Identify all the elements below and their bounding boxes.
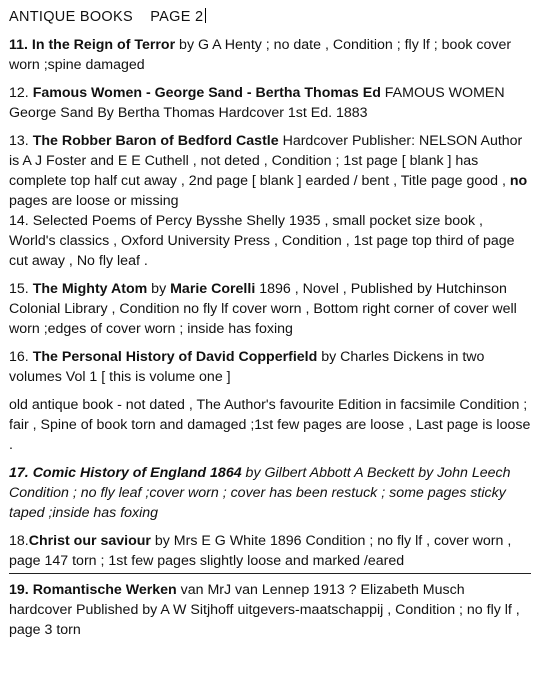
entry-number: 16. (9, 349, 29, 365)
entry-number: 15. (9, 281, 29, 297)
page-number: PAGE 2 (150, 9, 204, 25)
entry-19 (9, 580, 531, 640)
entry-details: by Mrs E G White 1896 Condition ; no fly lf , cover worn , page 147 torn ; 1st few pages slightly loose and marked /eared (9, 533, 512, 569)
entry-details: by G A Henty ; no date , Condition ; fly lf ; book cover worn ;spine damaged (9, 37, 512, 73)
book-title: Comic History of England 1864 (32, 465, 242, 481)
entry-number: 14. (9, 213, 29, 229)
emphasis: no (509, 173, 528, 189)
book-title: Romantische Werken (32, 582, 177, 598)
book-title: Famous Women - George Sand - Bertha Thomas Ed (32, 85, 381, 101)
text-cursor (205, 8, 206, 23)
entry-16-description: old antique book - not dated , The Author's favourite Edition in facsimile Condition ; fair , Spine of book torn and damaged ;1st few pages are loose , Last page is loose . (9, 397, 531, 453)
page-header (9, 8, 531, 25)
connector-text: by (147, 281, 171, 297)
entry-17 (9, 463, 531, 523)
entry-13 (9, 131, 531, 211)
book-title: Christ our saviour (28, 533, 151, 549)
entry-18 (9, 531, 531, 571)
entry-16 (9, 347, 531, 387)
book-title: The Mighty Atom (32, 281, 148, 297)
entry-12 (9, 83, 531, 123)
entry-number: 18. (9, 533, 29, 549)
entry-details: 1896 , Novel , Published by Hutchinson Colonial Library , Condition no fly lf cover worn , Bottom right corner of cover well worn ;edges of cover worn ; inside has foxing (9, 281, 517, 337)
entry-number: 19. (9, 582, 29, 598)
book-title: The Personal History of David Copperfield (32, 349, 318, 365)
entry-details: by Charles Dickens in two volumes Vol 1 [ this is volume one ] (9, 349, 485, 385)
entry-details-end: pages are loose or missing (9, 193, 179, 209)
entry-details: Selected Poems of Percy Bysshe Shelly 1935 , small pocket size book , World's classics , Oxford University Press , Condition , 1st page top third of page cut away , No fly leaf . (9, 213, 515, 269)
entry-details: by Gilbert Abbott A Beckett by John Leech Condition ; no fly leaf ;cover worn ; cover has been restuck ; some pages sticky taped ;inside has foxing (9, 465, 511, 521)
document-title: ANTIQUE BOOKS (9, 9, 133, 25)
book-title: In the Reign of Terror (31, 37, 176, 53)
divider-line (9, 573, 531, 574)
entry-details: FAMOUS WOMEN George Sand By Bertha Thomas Hardcover 1st Ed. 1883 (9, 85, 505, 121)
entry-details: Hardcover Publisher: NELSON Author is A J Foster and E E Cuthell , not deted , Condition ; 1st page [ blank ] has complete top half cut away , 2nd page [ blank ] earded / bent , Title page good , (9, 133, 523, 189)
book-title: The Robber Baron of Bedford Castle (32, 133, 279, 149)
entry-number: 13. (9, 133, 29, 149)
entry-15 (9, 279, 531, 339)
entry-number: 12. (9, 85, 29, 101)
entry-details: van MrJ van Lennep 1913 ? Elizabeth Musch hardcover Published by A W Sitjhoff uitgevers-maatschappij , Condition ; no fly lf , page 3 torn (9, 582, 520, 638)
entry-number: 11. (9, 37, 28, 53)
entry-number: 17. (9, 465, 29, 481)
entry-11 (9, 35, 531, 75)
author-name: Marie Corelli (170, 281, 256, 297)
entry-14 (9, 211, 531, 271)
